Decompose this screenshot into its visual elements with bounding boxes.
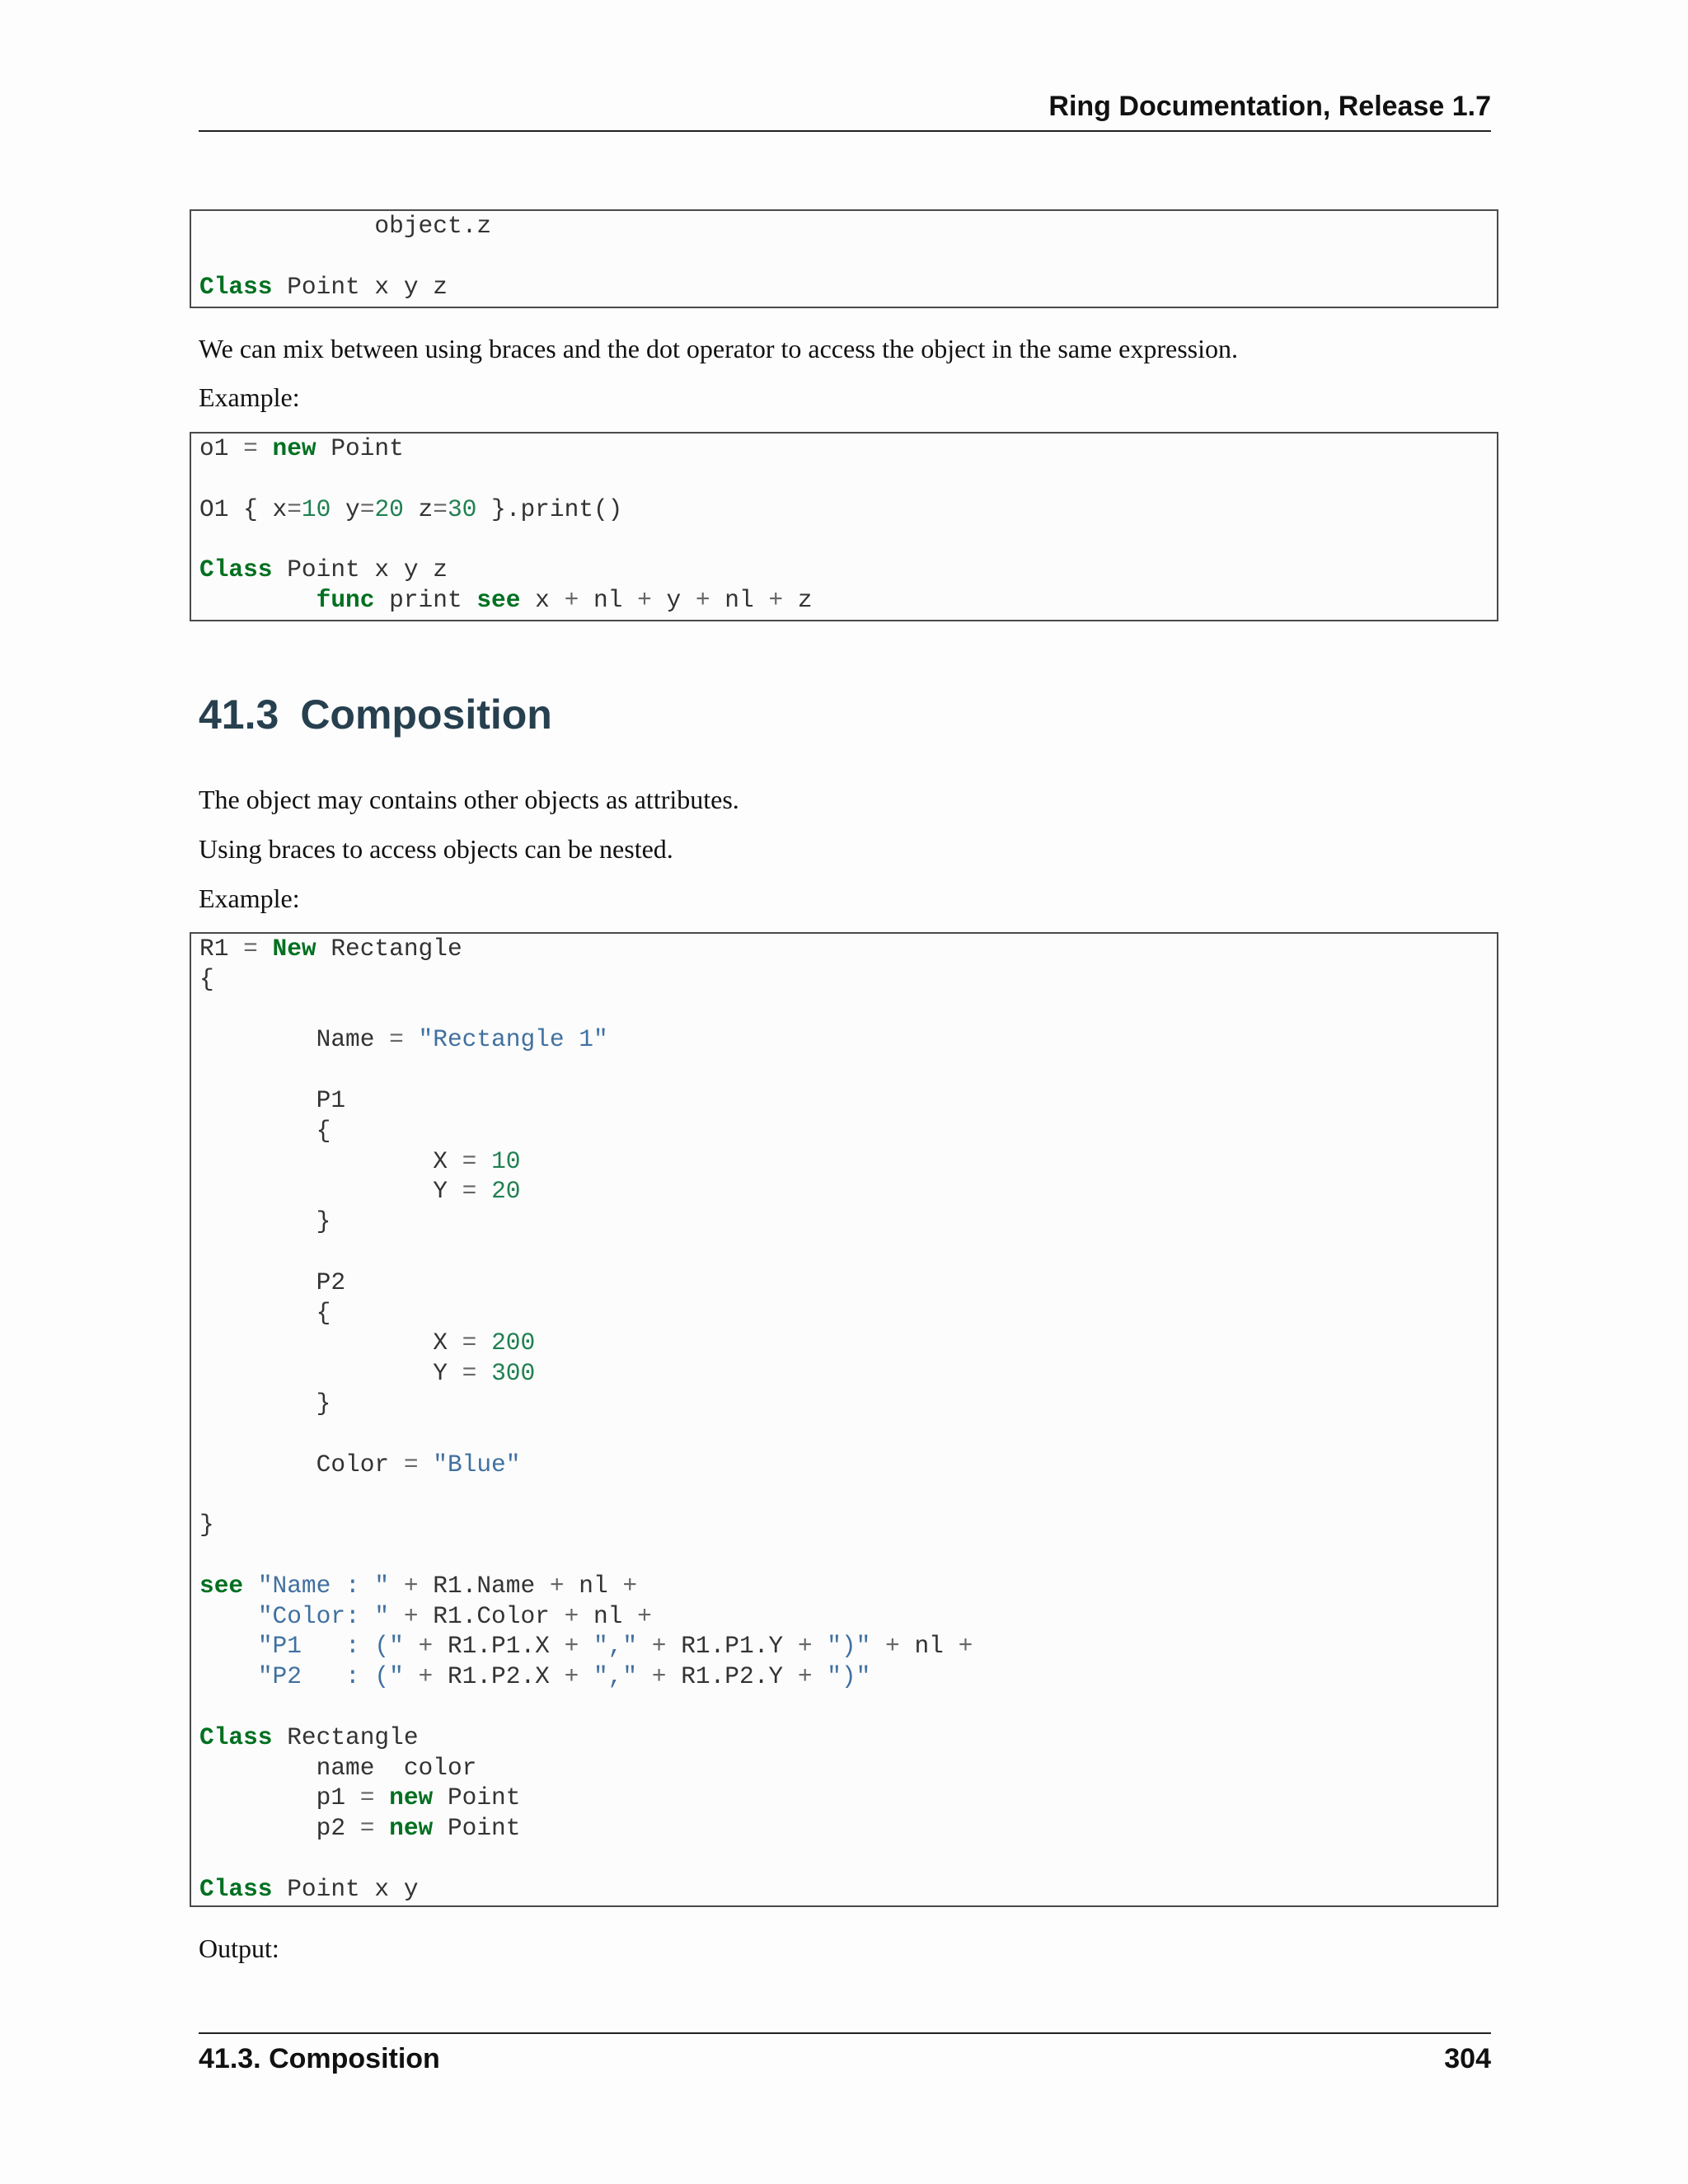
running-header-title: Ring Documentation, Release 1.7 <box>1048 91 1491 122</box>
code-text: y <box>331 494 360 523</box>
code-text: nl <box>899 1632 959 1661</box>
code-text: R1.P1.Y <box>666 1632 798 1661</box>
code-text: p2 <box>199 1814 360 1843</box>
code-text <box>476 1147 491 1175</box>
code-text: name color <box>199 1753 477 1782</box>
code-line <box>199 495 622 523</box>
page-number: 304 <box>1444 2043 1491 2074</box>
code-text <box>404 1632 419 1660</box>
code-text <box>389 1572 404 1600</box>
page-footer <box>199 2032 1491 2077</box>
code-keyword: New <box>272 935 316 963</box>
code-text: } <box>199 1389 331 1418</box>
code-operator: = <box>462 1359 477 1388</box>
code-text: Point x y z <box>272 555 448 584</box>
output-label: Output: <box>199 1933 279 1963</box>
code-operator: = <box>243 434 258 462</box>
code-operator: = <box>462 1329 477 1357</box>
code-content <box>199 211 1497 302</box>
code-string: ")" <box>827 1662 871 1691</box>
code-line <box>199 1147 520 1175</box>
code-line <box>199 1451 520 1479</box>
example-label: Example: <box>199 883 300 913</box>
code-operator: + <box>403 1571 419 1600</box>
code-text: X <box>199 1146 462 1175</box>
code-line <box>199 1329 535 1357</box>
code-keyword: see <box>476 585 521 614</box>
code-text <box>813 1632 828 1660</box>
code-keyword: Class <box>199 555 273 584</box>
code-text: X <box>199 1329 462 1357</box>
code-operator: + <box>622 1571 638 1600</box>
code-keyword: Class <box>199 1722 273 1751</box>
code-text: y <box>651 585 696 614</box>
code-line <box>199 1177 520 1205</box>
code-string: "Name : " <box>257 1571 390 1600</box>
code-text: object.z <box>199 212 492 240</box>
code-line <box>199 1875 419 1903</box>
code-line <box>199 434 404 462</box>
code-text <box>579 1632 593 1660</box>
code-operator: = <box>359 1814 375 1843</box>
code-text <box>870 1632 885 1660</box>
code-text: x <box>520 585 565 614</box>
code-line <box>199 1662 870 1690</box>
code-operator: = <box>287 494 302 523</box>
code-line <box>199 1268 345 1296</box>
code-number: 20 <box>374 494 404 523</box>
code-content <box>199 934 1497 1905</box>
code-text: Rectangle <box>316 935 462 963</box>
code-keyword: Class <box>199 272 273 301</box>
code-text: P2 <box>199 1268 346 1296</box>
code-text: R1.P2.Y <box>666 1662 798 1691</box>
code-operator: = <box>462 1177 477 1206</box>
code-line <box>199 1511 214 1539</box>
code-text: Point <box>316 434 404 462</box>
code-number: 300 <box>491 1359 536 1388</box>
paragraph-objects-attributes: The object may contains other objects as attributes. <box>199 785 739 814</box>
code-text: R1.Name <box>418 1571 550 1600</box>
code-block-3 <box>190 932 1498 1907</box>
code-text: p1 <box>199 1783 360 1812</box>
footer-section: 41.3. Composition <box>199 2043 440 2074</box>
code-line <box>199 1723 419 1751</box>
code-operator: + <box>403 1601 419 1630</box>
code-text: nl <box>564 1571 623 1600</box>
code-line <box>199 586 813 614</box>
code-text: nl <box>579 585 638 614</box>
code-operator: + <box>797 1632 813 1661</box>
example-label: Example: <box>199 382 300 412</box>
code-line <box>199 1359 535 1387</box>
code-string: "," <box>593 1662 638 1691</box>
code-operator: = <box>389 1025 404 1054</box>
code-text <box>419 1451 434 1479</box>
code-string: "P2 : (" <box>257 1662 404 1691</box>
section-heading <box>199 686 552 743</box>
code-block-1 <box>190 209 1498 308</box>
code-operator: + <box>418 1662 434 1691</box>
code-text <box>374 1814 389 1842</box>
code-text: { <box>199 964 214 993</box>
code-text <box>404 1025 419 1053</box>
code-text: nl <box>710 585 769 614</box>
code-line <box>199 273 448 301</box>
code-text <box>374 1783 389 1811</box>
code-text <box>258 935 273 963</box>
code-operator: + <box>768 585 784 614</box>
code-keyword: func <box>316 585 375 614</box>
code-text: Point x y z <box>272 272 448 301</box>
code-line <box>199 1783 520 1811</box>
code-text <box>199 586 316 614</box>
code-text: Y <box>199 1359 462 1388</box>
code-text: Name <box>199 1025 390 1054</box>
code-line <box>199 935 462 963</box>
code-line <box>199 212 491 240</box>
code-operator: + <box>958 1632 973 1661</box>
code-text: o1 <box>199 434 244 462</box>
code-operator: + <box>564 1662 579 1691</box>
paragraph-mix-braces-dot: We can mix between using braces and the dot operator to access the object in the same expression. <box>199 334 1238 363</box>
code-keyword: new <box>389 1783 434 1812</box>
code-text: R1.P2.X <box>433 1662 565 1691</box>
code-number: 10 <box>491 1146 521 1175</box>
code-string: ")" <box>827 1632 871 1661</box>
code-number: 20 <box>491 1177 521 1206</box>
code-text: Y <box>199 1177 462 1206</box>
code-number: 10 <box>301 494 331 523</box>
code-operator: = <box>462 1146 477 1175</box>
code-text <box>476 1177 491 1205</box>
code-text: z <box>783 585 813 614</box>
code-text: R1.Color <box>418 1601 565 1630</box>
code-keyword: see <box>199 1571 244 1600</box>
code-text <box>243 1572 258 1600</box>
code-block-2 <box>190 432 1498 621</box>
code-text: } <box>199 1207 331 1236</box>
code-keyword: new <box>389 1814 434 1843</box>
code-operator: + <box>797 1662 813 1691</box>
code-line <box>199 1814 520 1842</box>
code-text: nl <box>579 1601 638 1630</box>
code-line <box>199 1754 476 1782</box>
code-operator: + <box>564 585 579 614</box>
code-operator: = <box>359 1783 375 1812</box>
code-text <box>199 1602 258 1630</box>
code-operator: = <box>403 1450 419 1479</box>
code-string: "Blue" <box>433 1450 521 1479</box>
code-keyword: new <box>272 434 316 462</box>
code-text: Point <box>433 1814 521 1843</box>
code-text <box>476 1359 491 1387</box>
code-text <box>389 1602 404 1630</box>
code-text: z <box>403 494 434 523</box>
code-content <box>199 434 1497 616</box>
code-text <box>199 1632 258 1660</box>
code-text <box>404 1662 419 1690</box>
code-operator: = <box>243 935 258 963</box>
code-text: }.print() <box>476 494 623 523</box>
code-operator: + <box>564 1632 579 1661</box>
code-text: R1.P1.X <box>433 1632 565 1661</box>
code-number: 200 <box>491 1329 536 1357</box>
code-text <box>258 434 273 462</box>
code-line <box>199 1572 637 1600</box>
code-operator: = <box>359 494 375 523</box>
code-text <box>813 1662 828 1690</box>
code-line <box>199 1117 331 1145</box>
code-line <box>199 1390 331 1418</box>
code-text <box>476 1329 491 1357</box>
code-line <box>199 555 448 583</box>
code-line <box>199 1632 973 1660</box>
code-string: "P1 : (" <box>257 1632 404 1661</box>
code-string: "Color: " <box>257 1601 390 1630</box>
code-line <box>199 1207 331 1235</box>
code-operator: + <box>637 585 652 614</box>
code-text: R1 <box>199 935 244 963</box>
code-text: O1 { x <box>199 494 288 523</box>
code-line <box>199 1299 331 1327</box>
code-line <box>199 965 214 993</box>
code-text: Point <box>433 1783 521 1812</box>
code-line <box>199 1086 345 1114</box>
code-text: { <box>199 1298 331 1327</box>
section-title: Composition <box>300 691 552 738</box>
code-text: print <box>374 585 477 614</box>
code-operator: + <box>549 1571 565 1600</box>
code-text <box>637 1632 652 1660</box>
code-operator: + <box>651 1662 667 1691</box>
page-header <box>199 92 1491 132</box>
code-text: Color <box>199 1450 404 1479</box>
code-text <box>579 1662 593 1690</box>
code-text <box>637 1662 652 1690</box>
code-operator: + <box>418 1632 434 1661</box>
code-line <box>199 1602 652 1630</box>
section-number: 41.3 <box>199 691 279 738</box>
code-text: Rectangle <box>272 1722 419 1751</box>
code-string: "," <box>593 1632 638 1661</box>
paragraph-nested-braces: Using braces to access objects can be nested. <box>199 834 673 864</box>
code-operator: + <box>695 585 710 614</box>
code-string: "Rectangle 1" <box>418 1025 608 1054</box>
code-operator: = <box>433 494 448 523</box>
code-operator: + <box>651 1632 667 1661</box>
code-number: 30 <box>447 494 477 523</box>
code-text: P1 <box>199 1085 346 1114</box>
code-operator: + <box>564 1601 579 1630</box>
code-text: } <box>199 1511 214 1540</box>
code-line <box>199 1025 608 1053</box>
code-operator: + <box>885 1632 900 1661</box>
code-keyword: Class <box>199 1874 273 1903</box>
code-text: { <box>199 1116 331 1145</box>
code-text: Point x y <box>272 1874 419 1903</box>
code-text <box>199 1662 258 1690</box>
code-operator: + <box>637 1601 652 1630</box>
